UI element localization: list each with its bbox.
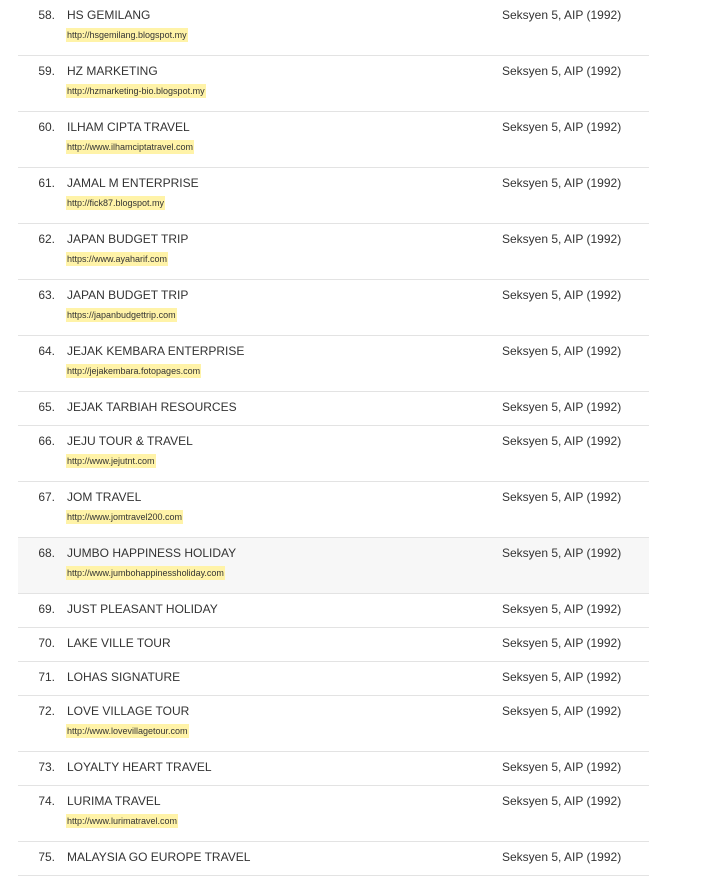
license-status: Seksyen 5, AIP (1992) xyxy=(502,794,622,808)
agency-website-link[interactable]: http://www.ilhamciptatravel.com xyxy=(67,142,194,152)
agency-website-link[interactable]: http://jejakembara.fotopages.com xyxy=(67,366,201,376)
agency-name: JUMBO HAPPINESS HOLIDAY xyxy=(67,546,237,560)
license-status: Seksyen 5, AIP (1992) xyxy=(502,850,622,864)
license-status: Seksyen 5, AIP (1992) xyxy=(502,636,622,650)
item-number: 73. xyxy=(38,760,55,774)
list-item xyxy=(18,112,649,168)
item-number: 64. xyxy=(38,344,55,358)
agency-name: JAPAN BUDGET TRIP xyxy=(67,232,189,246)
agency-name: LAKE VILLE TOUR xyxy=(67,636,171,650)
license-status: Seksyen 5, AIP (1992) xyxy=(502,602,622,616)
list-item xyxy=(18,594,649,628)
license-status: Seksyen 5, AIP (1992) xyxy=(502,490,622,504)
agency-name: ILHAM CIPTA TRAVEL xyxy=(67,120,190,134)
agency-website-link[interactable]: http://fick87.blogspot.my xyxy=(67,198,165,208)
item-number: 72. xyxy=(38,704,55,718)
agency-name: LOHAS SIGNATURE xyxy=(67,670,181,684)
license-status: Seksyen 5, AIP (1992) xyxy=(502,288,622,302)
agency-name: JEJU TOUR & TRAVEL xyxy=(67,434,193,448)
list-item xyxy=(18,224,649,280)
item-number: 59. xyxy=(38,64,55,78)
item-number: 71. xyxy=(38,670,55,684)
item-number: 65. xyxy=(38,400,55,414)
list-item xyxy=(18,280,649,336)
item-number: 69. xyxy=(38,602,55,616)
item-number: 68. xyxy=(38,546,55,560)
item-number: 61. xyxy=(38,176,55,190)
agency-website-link[interactable]: http://hsgemilang.blogspot.my xyxy=(67,30,187,40)
item-number: 62. xyxy=(38,232,55,246)
license-status: Seksyen 5, AIP (1992) xyxy=(502,434,622,448)
license-status: Seksyen 5, AIP (1992) xyxy=(502,344,622,358)
item-number: 58. xyxy=(38,8,55,22)
agency-website-link[interactable]: http://www.lurimatravel.com xyxy=(67,816,178,826)
agency-website-link[interactable]: http://www.lovevillagetour.com xyxy=(67,726,188,736)
item-number: 67. xyxy=(38,490,55,504)
agency-name: LOYALTY HEART TRAVEL xyxy=(67,760,212,774)
list-item xyxy=(18,336,649,392)
license-status: Seksyen 5, AIP (1992) xyxy=(502,546,622,560)
item-number: 63. xyxy=(38,288,55,302)
list-item xyxy=(18,662,649,696)
license-status: Seksyen 5, AIP (1992) xyxy=(502,8,622,22)
license-status: Seksyen 5, AIP (1992) xyxy=(502,232,622,246)
agency-website-link[interactable]: https://www.ayaharif.com xyxy=(67,254,168,264)
list-item xyxy=(18,538,649,594)
license-status: Seksyen 5, AIP (1992) xyxy=(502,760,622,774)
list-item xyxy=(18,842,649,876)
agency-list xyxy=(18,0,649,876)
item-number: 74. xyxy=(38,794,55,808)
license-status: Seksyen 5, AIP (1992) xyxy=(502,704,622,718)
agency-website-link[interactable]: http://hzmarketing-bio.blogspot.my xyxy=(67,86,205,96)
item-number: 60. xyxy=(38,120,55,134)
agency-website-link[interactable]: https://japanbudgettrip.com xyxy=(67,310,176,320)
agency-name: JAMAL M ENTERPRISE xyxy=(67,176,199,190)
list-item xyxy=(18,56,649,112)
license-status: Seksyen 5, AIP (1992) xyxy=(502,400,622,414)
agency-website-link[interactable]: http://www.jejutnt.com xyxy=(67,456,155,466)
list-item xyxy=(18,482,649,538)
agency-website-link[interactable]: http://www.jumbohappinessholiday.com xyxy=(67,568,224,578)
license-status: Seksyen 5, AIP (1992) xyxy=(502,64,622,78)
agency-website-link[interactable]: http://www.jomtravel200.com xyxy=(67,512,183,522)
agency-name: LURIMA TRAVEL xyxy=(67,794,161,808)
list-item xyxy=(18,392,649,426)
agency-name: LOVE VILLAGE TOUR xyxy=(67,704,190,718)
list-item xyxy=(18,426,649,482)
agency-name: MALAYSIA GO EUROPE TRAVEL xyxy=(67,850,251,864)
list-item xyxy=(18,168,649,224)
list-item xyxy=(18,786,649,842)
agency-name: JOM TRAVEL xyxy=(67,490,142,504)
agency-name: HZ MARKETING xyxy=(67,64,158,78)
license-status: Seksyen 5, AIP (1992) xyxy=(502,670,622,684)
agency-name: JAPAN BUDGET TRIP xyxy=(67,288,189,302)
agency-name: JEJAK KEMBARA ENTERPRISE xyxy=(67,344,245,358)
item-number: 66. xyxy=(38,434,55,448)
agency-name: JUST PLEASANT HOLIDAY xyxy=(67,602,218,616)
license-status: Seksyen 5, AIP (1992) xyxy=(502,176,622,190)
item-number: 70. xyxy=(38,636,55,650)
agency-name: JEJAK TARBIAH RESOURCES xyxy=(67,400,237,414)
list-item xyxy=(18,628,649,662)
list-item xyxy=(18,752,649,786)
list-item xyxy=(18,696,649,752)
list-item xyxy=(18,0,649,56)
agency-name: HS GEMILANG xyxy=(67,8,151,22)
license-status: Seksyen 5, AIP (1992) xyxy=(502,120,622,134)
item-number: 75. xyxy=(38,850,55,864)
